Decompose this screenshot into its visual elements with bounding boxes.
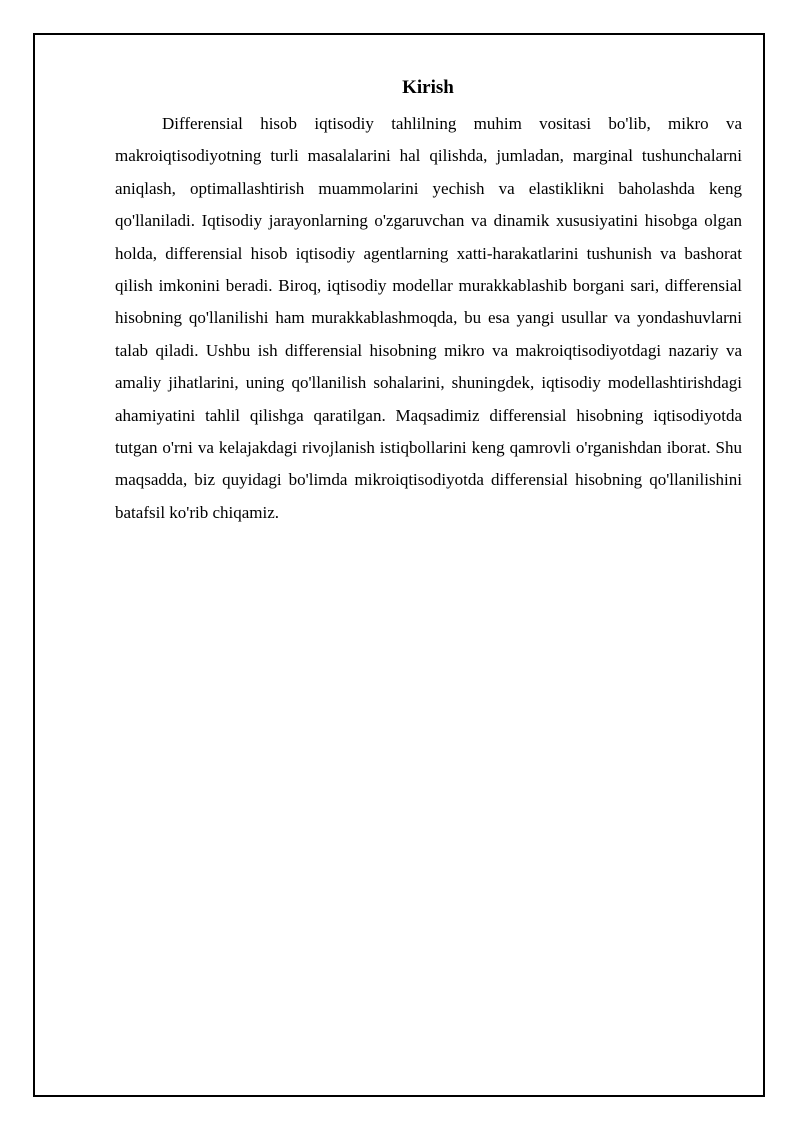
page-title: Kirish — [402, 77, 454, 98]
intro-paragraph: Differensial hisob iqtisodiy tahlilning muhim vositasi bo'lib, mikro va makroiqtisodiyotning turli masalalarini hal qilishda, jumladan, marginal tushunchalarni aniqlash, optimallashtirish muammolarini yechish va elastiklikni baholashda keng qo'llaniladi. Iqtisodiy jarayonlarning o'zgaruvchan va dinamik xususiyatini hisobga olgan holda, differensial hisob iqtisodiy agentlarning xatti-harakatlarini tushunish va bashorat qilish imkonini beradi. Biroq, iqtisodiy modellar murakkablashib borgani sari, differensial hisobning qo'llanilishi ham murakkablashmoqda, bu esa yangi usullar va yondashuvlarni talab qiladi. Ushbu ish differensial hisobning mikro va makroiqtisodiyotdagi nazariy va amaliy jihatlarini, uning qo'llanilish sohalarini, shuningdek, iqtisodiy modellashtirishdagi ahamiyatini tahlil qilishga qaratilgan. Maqsadimiz differensial hisobning iqtisodiyotda tutgan o'rni va kelajakdagi rivojlanish istiqbollarini keng qamrovli o'rganishdan iborat. Shu maqsadda, biz quyidagi bo'limda mikroiqtisodiyotda differensial hisobning qo'llanilishini batafsil ko'rib chiqamiz. — [115, 114, 742, 522]
